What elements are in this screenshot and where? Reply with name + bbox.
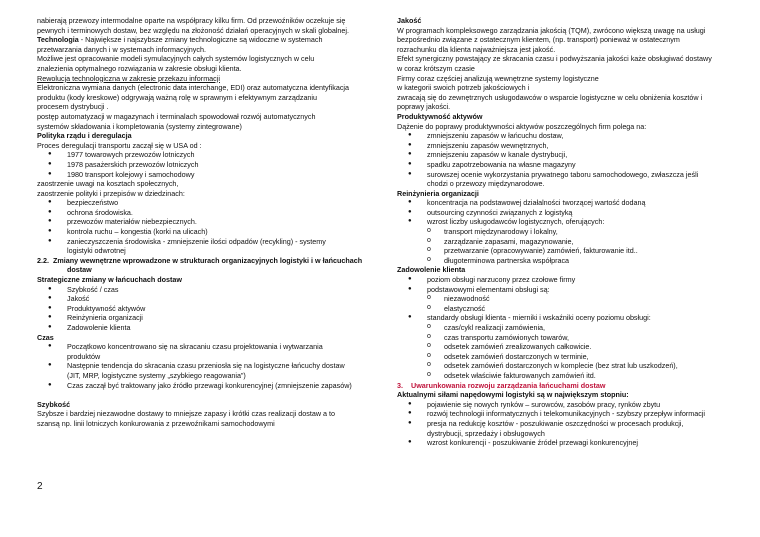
revolution-heading: Rewolucja technologiczna w zakresie przekazu informacji (37, 73, 220, 83)
text-line: pewnych i terminowych dostaw, bez względu na złożoność działań operacyjnych w skali globalnej. (37, 25, 350, 35)
list-item: ● zmniejszeniu zapasów wewnętrznych, (408, 141, 727, 151)
list-item: ● outsourcing czynności związanych z logistyką (408, 208, 727, 218)
list-item: ● zanieczyszczenia środowiska - zmniejszenie ilości odpadów (recykling) - systemy (48, 237, 377, 247)
driving-forces-heading: Aktualnymi siłami napędowymi logistyki są w największym stopniu: (397, 390, 629, 400)
list-item: ● surowszej ocenie wykorzystania prywatnego taboru samochodowego, zwłaszcza jeśli (408, 170, 727, 180)
sub-list-item: o elastyczność (427, 304, 727, 314)
text-line: Szybsze i bardziej niezawodne dostawy to mniejsze zapasy i krótki czas realizacji dostaw a to (37, 409, 336, 419)
text-line: Elektroniczna wymiana danych (electronic data interchange, EDI) oraz automatyczna identyfikacja (37, 83, 350, 93)
text-line: Proces deregulacji transportu zaczął się w USA od : (37, 140, 202, 150)
text-line: Firmy coraz częściej analizują wewnętrzne systemy logistyczne (397, 73, 599, 83)
asset-productivity-heading: Produktywność aktywów (397, 111, 483, 121)
time-heading: Czas (37, 332, 54, 342)
text-line: bezpośrednio związane z ostatecznym klientem, (np. transport) ponieważ w ostatecznym (397, 35, 680, 45)
list-item: ● Reinżynieria organizacji (48, 313, 377, 323)
list-item: ● wzrost liczby usługodawców logistycznych, oferujących: (408, 217, 727, 227)
text-line: W programach kompleksowego zarządzania jakością (TQM), zwrócono większą uwagę na usługi (397, 25, 706, 35)
list-item: ● 1977 towarowych przewozów lotniczych (48, 150, 377, 160)
list-item: ● rozwój technologii informatycznych i telekomunikacyjnych - szybszy przepływ informacji (408, 409, 727, 419)
sub-list-item: o długoterminowa partnerska współpraca (427, 256, 727, 266)
quality-heading: Jakość (397, 16, 422, 25)
list-item: ● presja na redukcję kosztów - poszukiwanie oszczędności w procesach produkcji, (408, 419, 727, 429)
text-line: Efekt synergiczny powstający ze skracania czasu i podwyższania jakości każe obsługiwać dostawy (397, 54, 712, 64)
right-column (397, 16, 727, 448)
section-2-2-heading: 2.2. Zmiany wewnętrzne wprowadzone w strukturach organizacyjnych logistyki i w łańcuchach (37, 255, 363, 265)
policy-heading: Polityka rządu i deregulacja (37, 131, 132, 141)
text-line: postęp automatyzacji w magazynach i terminalach spowodował rozwój automatycznych (37, 111, 316, 121)
text-line: procesem dystrybucji . (37, 102, 109, 112)
list-item: ● Czas zaczął być traktowany jako źródło przewagi konkurencyjnej (zmniejszenie zapasów) (48, 381, 377, 391)
spacer (37, 390, 377, 400)
text-line: Dążenie do poprawy produktywności aktywów poszczególnych firm polega na: (397, 121, 647, 131)
list-item: ● spadku zapotrzebowania na własne magazyny (408, 160, 727, 170)
sub-list-item: o transport międzynarodowy i lokalny, (427, 227, 727, 237)
speed-heading: Szybkość (37, 399, 71, 409)
text-line: szansą np. linii lotniczych konkurowania z przewoźnikami samochodowymi (37, 418, 275, 428)
text-line: zaostrzenie polityki i przepisów w dziedzinach: (37, 188, 185, 198)
reengineering-heading: Reinżynieria organizacji (397, 188, 479, 198)
sub-list-item: o niezawodność (427, 294, 727, 304)
list-item: ● 1980 transport kolejowy i samochodowy (48, 170, 377, 180)
sub-list-item: o czas transportu zamówionych towarów, (427, 333, 727, 343)
list-item: ● zmniejszeniu zapasów w łańcuchu dostaw, (408, 131, 727, 141)
text-line: znalezienia optymalnego rozwiązania w zakresie obsługi klienta. (37, 63, 242, 73)
text-line: zaostrzenie uwagi na kosztach społecznych, (37, 179, 179, 189)
text-line: w coraz krótszym czasie (397, 63, 475, 73)
list-item-continuation: logistyki odwrotnej (67, 246, 126, 256)
sub-list-item: o zarządzanie zapasami, magazynowanie, (427, 237, 727, 247)
list-item: ● Produktywność aktywów (48, 304, 377, 314)
section-2-2-heading-cont: dostaw (67, 265, 92, 275)
page-number: 2 (37, 481, 43, 492)
customer-satisfaction-heading: Zadowolenie klienta (397, 265, 466, 275)
list-item: ● podstawowymi elementami obsługi są: (408, 285, 727, 295)
text-line: Technologia - Największe i najszybsze zmiany technologiczne są widoczne w systemach (37, 35, 323, 45)
list-item: ● Początkowo koncentrowano się na skracaniu czasu projektowania i wytwarzania (48, 342, 377, 352)
list-item: ● Następnie tendencja do skracania czasu przeniosła się na logistyczne łańcuchy dostaw (48, 361, 377, 371)
text-line: Możliwe jest opracowanie modeli symulacyjnych całych systemów logistycznych w celu (37, 54, 315, 64)
sub-list-item: o odsetek zamówień zrealizowanych całkowicie. (427, 342, 727, 352)
list-item: ● kontrola ruchu – kongestia (korki na ulicach) (48, 227, 377, 237)
list-item-continuation: dystrybucji, sprzedaży i obsługowych (427, 428, 545, 438)
list-item-continuation: produktów (67, 351, 101, 361)
strategic-changes-heading: Strategiczne zmiany w łańcuchach dostaw (37, 275, 182, 285)
list-item: ● standardy obsługi klienta - mierniki i wskaźniki oceny poziomu obsługi: (408, 313, 727, 323)
section-3-heading: 3. Uwarunkowania rozwoju zarządzania łańcuchami dostaw (397, 380, 606, 390)
list-item: ● wzrost konkurencji - poszukiwanie źródeł przewagi konkurencyjnej (408, 438, 727, 448)
list-item: ● Szybkość / czas (48, 285, 377, 295)
list-item-continuation: chodzi o przewozy międzynarodowe. (427, 179, 545, 189)
sub-list-item: o odsetek zamówień dostarczonych w komplecie (bez strat lub uszkodzeń), (427, 361, 727, 371)
list-item: ● bezpieczeństwo (48, 198, 377, 208)
left-column (37, 16, 377, 429)
list-item: ● zmniejszeniu zapasów w kanale dystrybucji, (408, 150, 727, 160)
list-item: ● 1978 pasażerskich przewozów lotniczych (48, 160, 377, 170)
text-line: zwracają się do zewnętrznych usługodawców o wsparcie logistyczne w celu obniżenia kosztów i (397, 92, 703, 102)
list-item: ● Jakość (48, 294, 377, 304)
list-item: ● przewozów materiałów niebezpiecznych. (48, 217, 377, 227)
sub-list-item: o odsetek zamówień dostarczonych w terminie, (427, 352, 727, 362)
list-item: ● Zadowolenie klienta (48, 323, 377, 333)
sub-list-item: o przetwarzanie (opracowywanie) zamówień, fakturowanie itd.. (427, 246, 727, 256)
list-item-continuation: (JIT, MRP, logistyczne systemy „szybkiego reagowania”) (67, 370, 246, 380)
text-line: produktu (kody kreskowe) odgrywają ważną rolę w sprawnym i efektywnym zarządzaniu (37, 92, 318, 102)
list-item: ● ochrona środowiska. (48, 208, 377, 218)
list-item: ● koncentracja na podstawowej działalności tworzącej wartość dodaną (408, 198, 727, 208)
text-line: przetwarzania danych i w systemach informacyjnych. (37, 44, 206, 54)
text-line: nabierają przewozy intermodalne oparte na współpracy kilku firm. Od przewoźników oczekuje się (37, 16, 346, 25)
list-item: ● poziom obsługi narzucony przez czołowe firmy (408, 275, 727, 285)
list-item: ● pojawienie się nowych rynków – surowców, zasobów pracy, rynków zbytu (408, 400, 727, 410)
sub-list-item: o odsetek właściwie fakturowanych zamówień itd. (427, 371, 727, 381)
text-line: rozrachunku dla klienta najważniejsza jest jakość. (397, 44, 556, 54)
text-line: systemów składowania i kompletowania (systemy zintegrowane) (37, 121, 242, 131)
technology-heading: Technologia (37, 35, 79, 45)
sub-list-item: o czas/cykl realizacji zamówienia, (427, 323, 727, 333)
text-line: w kategorii swoich potrzeb jakościowych i (397, 83, 530, 93)
text-line: poprawy jakości. (397, 102, 451, 112)
